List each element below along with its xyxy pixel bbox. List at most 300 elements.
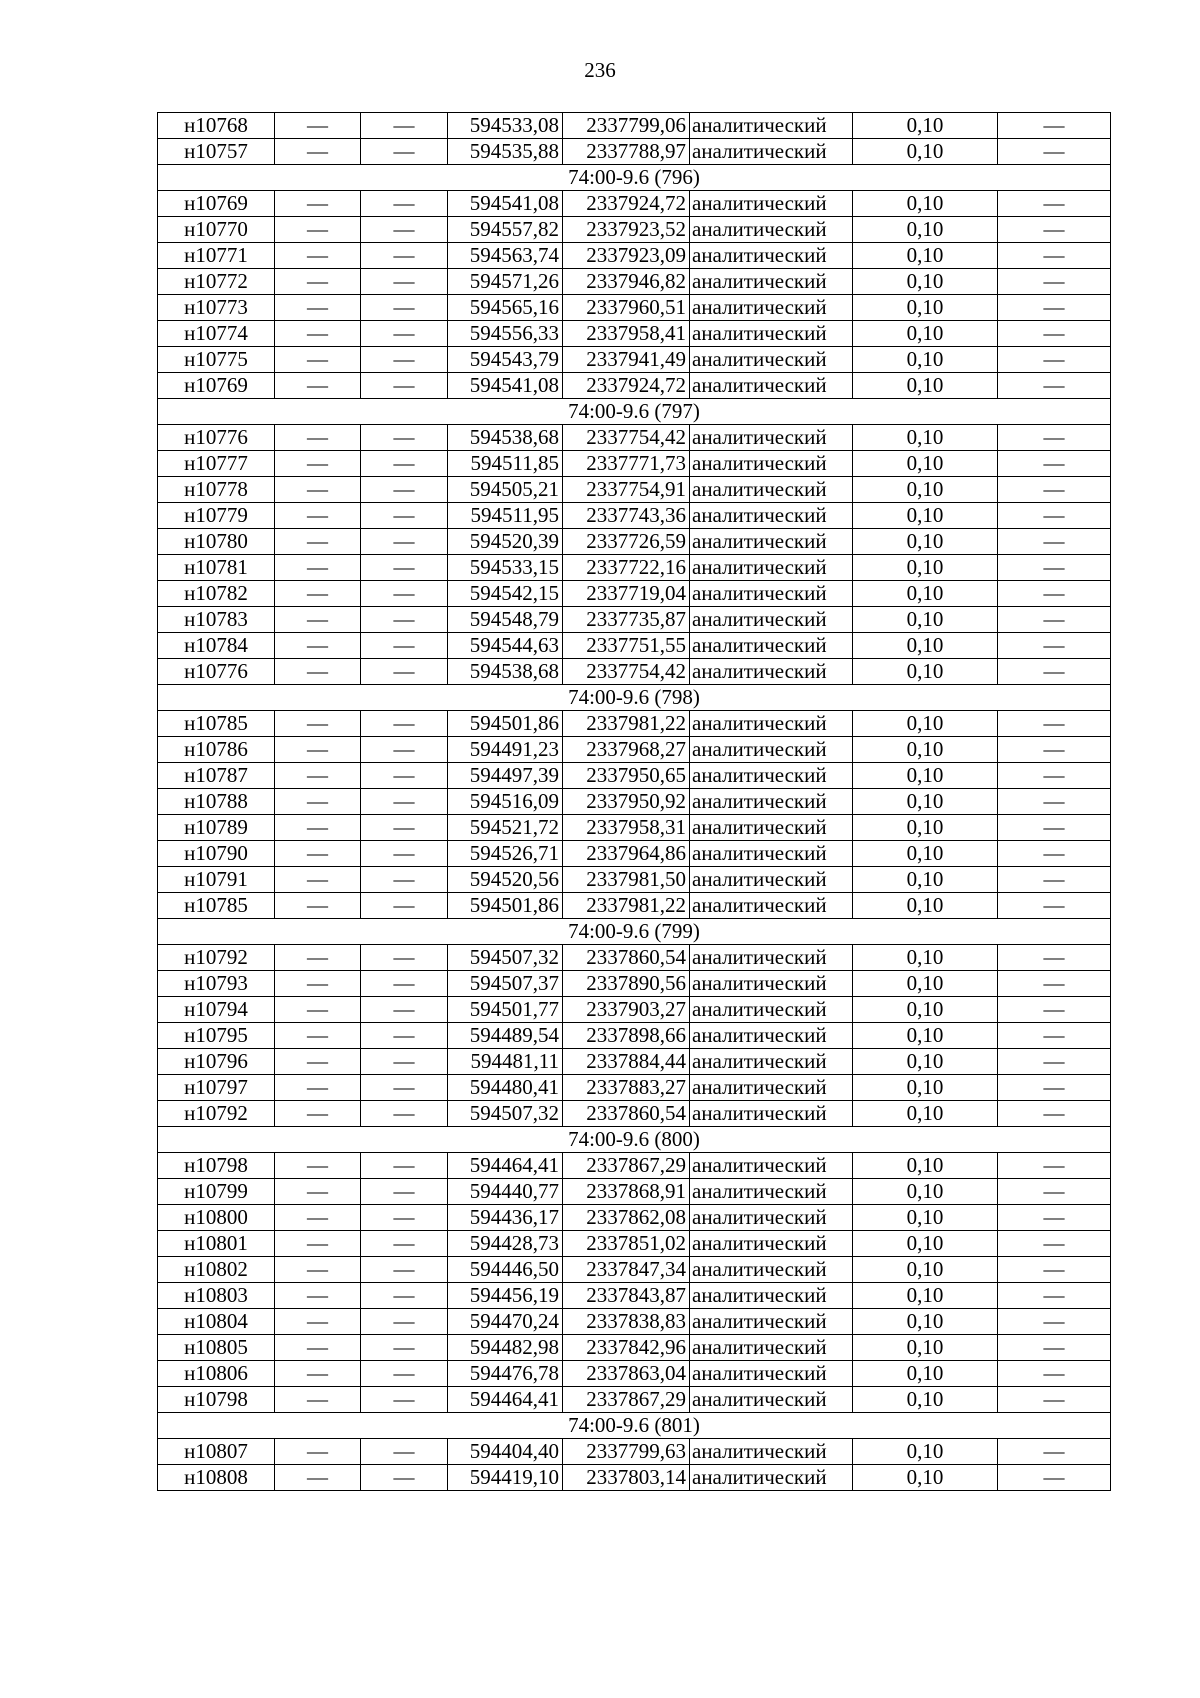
method-cell: аналитический [690, 503, 853, 529]
old-y-cell: — [361, 1179, 448, 1205]
y-coordinate-cell: 2337958,31 [563, 815, 690, 841]
old-x-cell: — [275, 789, 361, 815]
x-coordinate-cell: 594501,86 [448, 711, 563, 737]
old-x-cell: — [275, 1439, 361, 1465]
accuracy-cell: 0,10 [853, 659, 998, 685]
section-header-row [158, 919, 1111, 945]
description-cell: — [998, 555, 1111, 581]
y-coordinate-cell: 2337726,59 [563, 529, 690, 555]
point-name-cell: н10771 [158, 243, 275, 269]
accuracy-cell: 0,10 [853, 1361, 998, 1387]
x-coordinate-cell: 594538,68 [448, 425, 563, 451]
x-coordinate-cell: 594541,08 [448, 373, 563, 399]
table-row [158, 529, 1111, 555]
x-coordinate-cell: 594557,82 [448, 217, 563, 243]
method-cell: аналитический [690, 1023, 853, 1049]
old-x-cell: — [275, 295, 361, 321]
method-cell: аналитический [690, 1283, 853, 1309]
point-name-cell: н10787 [158, 763, 275, 789]
old-x-cell: — [275, 971, 361, 997]
method-cell: аналитический [690, 789, 853, 815]
description-cell: — [998, 1101, 1111, 1127]
description-cell: — [998, 971, 1111, 997]
old-y-cell: — [361, 1205, 448, 1231]
section-title: 74:00-9.6 (801) [158, 1413, 1111, 1439]
method-cell: аналитический [690, 893, 853, 919]
accuracy-cell: 0,10 [853, 1101, 998, 1127]
old-x-cell: — [275, 1153, 361, 1179]
y-coordinate-cell: 2337799,06 [563, 113, 690, 139]
x-coordinate-cell: 594538,68 [448, 659, 563, 685]
y-coordinate-cell: 2337788,97 [563, 139, 690, 165]
accuracy-cell: 0,10 [853, 269, 998, 295]
x-coordinate-cell: 594516,09 [448, 789, 563, 815]
point-name-cell: н10794 [158, 997, 275, 1023]
method-cell: аналитический [690, 1205, 853, 1231]
table-row [158, 113, 1111, 139]
accuracy-cell: 0,10 [853, 971, 998, 997]
x-coordinate-cell: 594480,41 [448, 1075, 563, 1101]
method-cell: аналитический [690, 867, 853, 893]
description-cell: — [998, 217, 1111, 243]
y-coordinate-cell: 2337847,34 [563, 1257, 690, 1283]
description-cell: — [998, 841, 1111, 867]
old-y-cell: — [361, 1309, 448, 1335]
point-name-cell: н10789 [158, 815, 275, 841]
point-name-cell: н10795 [158, 1023, 275, 1049]
old-y-cell: — [361, 139, 448, 165]
old-y-cell: — [361, 191, 448, 217]
table-row [158, 841, 1111, 867]
old-y-cell: — [361, 451, 448, 477]
accuracy-cell: 0,10 [853, 451, 998, 477]
point-name-cell: н10797 [158, 1075, 275, 1101]
y-coordinate-cell: 2337860,54 [563, 1101, 690, 1127]
table-row [158, 191, 1111, 217]
table-row [158, 1101, 1111, 1127]
old-y-cell: — [361, 1101, 448, 1127]
accuracy-cell: 0,10 [853, 1387, 998, 1413]
y-coordinate-cell: 2337842,96 [563, 1335, 690, 1361]
x-coordinate-cell: 594520,39 [448, 529, 563, 555]
accuracy-cell: 0,10 [853, 633, 998, 659]
y-coordinate-cell: 2337960,51 [563, 295, 690, 321]
old-y-cell: — [361, 1283, 448, 1309]
old-x-cell: — [275, 711, 361, 737]
method-cell: аналитический [690, 1049, 853, 1075]
method-cell: аналитический [690, 971, 853, 997]
point-name-cell: н10782 [158, 581, 275, 607]
y-coordinate-cell: 2337803,14 [563, 1465, 690, 1491]
description-cell: — [998, 789, 1111, 815]
method-cell: аналитический [690, 243, 853, 269]
accuracy-cell: 0,10 [853, 1023, 998, 1049]
y-coordinate-cell: 2337751,55 [563, 633, 690, 659]
table-row [158, 711, 1111, 737]
old-y-cell: — [361, 321, 448, 347]
point-name-cell: н10800 [158, 1205, 275, 1231]
old-x-cell: — [275, 633, 361, 659]
table-row [158, 269, 1111, 295]
x-coordinate-cell: 594404,40 [448, 1439, 563, 1465]
x-coordinate-cell: 594543,79 [448, 347, 563, 373]
description-cell: — [998, 295, 1111, 321]
old-x-cell: — [275, 477, 361, 503]
description-cell: — [998, 1179, 1111, 1205]
old-x-cell: — [275, 321, 361, 347]
x-coordinate-cell: 594456,19 [448, 1283, 563, 1309]
description-cell: — [998, 1361, 1111, 1387]
method-cell: аналитический [690, 633, 853, 659]
description-cell: — [998, 1049, 1111, 1075]
description-cell: — [998, 737, 1111, 763]
old-x-cell: — [275, 815, 361, 841]
y-coordinate-cell: 2337838,83 [563, 1309, 690, 1335]
old-x-cell: — [275, 243, 361, 269]
table-row [158, 1309, 1111, 1335]
old-x-cell: — [275, 217, 361, 243]
old-x-cell: — [275, 737, 361, 763]
method-cell: аналитический [690, 1231, 853, 1257]
y-coordinate-cell: 2337923,09 [563, 243, 690, 269]
accuracy-cell: 0,10 [853, 867, 998, 893]
old-y-cell: — [361, 763, 448, 789]
y-coordinate-cell: 2337754,42 [563, 425, 690, 451]
x-coordinate-cell: 594497,39 [448, 763, 563, 789]
accuracy-cell: 0,10 [853, 815, 998, 841]
old-y-cell: — [361, 815, 448, 841]
point-name-cell: н10773 [158, 295, 275, 321]
description-cell: — [998, 945, 1111, 971]
x-coordinate-cell: 594470,24 [448, 1309, 563, 1335]
method-cell: аналитический [690, 945, 853, 971]
table-row [158, 1387, 1111, 1413]
y-coordinate-cell: 2337884,44 [563, 1049, 690, 1075]
table-row [158, 217, 1111, 243]
accuracy-cell: 0,10 [853, 1153, 998, 1179]
point-name-cell: н10784 [158, 633, 275, 659]
point-name-cell: н10804 [158, 1309, 275, 1335]
old-x-cell: — [275, 503, 361, 529]
y-coordinate-cell: 2337924,72 [563, 191, 690, 217]
point-name-cell: н10780 [158, 529, 275, 555]
point-name-cell: н10801 [158, 1231, 275, 1257]
accuracy-cell: 0,10 [853, 1283, 998, 1309]
description-cell: — [998, 425, 1111, 451]
accuracy-cell: 0,10 [853, 555, 998, 581]
description-cell: — [998, 1387, 1111, 1413]
old-y-cell: — [361, 1439, 448, 1465]
method-cell: аналитический [690, 581, 853, 607]
description-cell: — [998, 659, 1111, 685]
y-coordinate-cell: 2337743,36 [563, 503, 690, 529]
table-row [158, 451, 1111, 477]
x-coordinate-cell: 594446,50 [448, 1257, 563, 1283]
y-coordinate-cell: 2337968,27 [563, 737, 690, 763]
table-row [158, 659, 1111, 685]
table-row [158, 867, 1111, 893]
y-coordinate-cell: 2337981,22 [563, 893, 690, 919]
method-cell: аналитический [690, 1335, 853, 1361]
table-row [158, 425, 1111, 451]
old-y-cell: — [361, 581, 448, 607]
description-cell: — [998, 1257, 1111, 1283]
old-x-cell: — [275, 997, 361, 1023]
point-name-cell: н10772 [158, 269, 275, 295]
x-coordinate-cell: 594501,86 [448, 893, 563, 919]
description-cell: — [998, 1283, 1111, 1309]
old-x-cell: — [275, 581, 361, 607]
old-y-cell: — [361, 997, 448, 1023]
accuracy-cell: 0,10 [853, 373, 998, 399]
table-row [158, 815, 1111, 841]
method-cell: аналитический [690, 217, 853, 243]
x-coordinate-cell: 594533,08 [448, 113, 563, 139]
point-name-cell: н10778 [158, 477, 275, 503]
x-coordinate-cell: 594507,37 [448, 971, 563, 997]
section-title: 74:00-9.6 (799) [158, 919, 1111, 945]
x-coordinate-cell: 594464,41 [448, 1153, 563, 1179]
old-x-cell: — [275, 841, 361, 867]
table-row [158, 1179, 1111, 1205]
point-name-cell: н10792 [158, 1101, 275, 1127]
old-y-cell: — [361, 1335, 448, 1361]
point-name-cell: н10769 [158, 373, 275, 399]
y-coordinate-cell: 2337867,29 [563, 1153, 690, 1179]
description-cell: — [998, 243, 1111, 269]
y-coordinate-cell: 2337903,27 [563, 997, 690, 1023]
point-name-cell: н10798 [158, 1387, 275, 1413]
old-y-cell: — [361, 113, 448, 139]
table-row [158, 1049, 1111, 1075]
y-coordinate-cell: 2337754,91 [563, 477, 690, 503]
table-row [158, 1439, 1111, 1465]
y-coordinate-cell: 2337851,02 [563, 1231, 690, 1257]
table-row [158, 607, 1111, 633]
table-row [158, 997, 1111, 1023]
x-coordinate-cell: 594520,56 [448, 867, 563, 893]
old-y-cell: — [361, 295, 448, 321]
x-coordinate-cell: 594511,85 [448, 451, 563, 477]
old-x-cell: — [275, 425, 361, 451]
table-row [158, 763, 1111, 789]
old-y-cell: — [361, 243, 448, 269]
accuracy-cell: 0,10 [853, 347, 998, 373]
old-x-cell: — [275, 893, 361, 919]
point-name-cell: н10807 [158, 1439, 275, 1465]
table-row [158, 1153, 1111, 1179]
y-coordinate-cell: 2337863,04 [563, 1361, 690, 1387]
old-y-cell: — [361, 529, 448, 555]
old-y-cell: — [361, 737, 448, 763]
accuracy-cell: 0,10 [853, 607, 998, 633]
method-cell: аналитический [690, 737, 853, 763]
table-row [158, 945, 1111, 971]
description-cell: — [998, 1439, 1111, 1465]
description-cell: — [998, 1075, 1111, 1101]
description-cell: — [998, 373, 1111, 399]
method-cell: аналитический [690, 1439, 853, 1465]
old-y-cell: — [361, 425, 448, 451]
accuracy-cell: 0,10 [853, 321, 998, 347]
x-coordinate-cell: 594563,74 [448, 243, 563, 269]
x-coordinate-cell: 594507,32 [448, 945, 563, 971]
section-title: 74:00-9.6 (797) [158, 399, 1111, 425]
point-name-cell: н10776 [158, 425, 275, 451]
description-cell: — [998, 815, 1111, 841]
old-x-cell: — [275, 451, 361, 477]
table-row [158, 1257, 1111, 1283]
table-row [158, 1075, 1111, 1101]
accuracy-cell: 0,10 [853, 841, 998, 867]
method-cell: аналитический [690, 1153, 853, 1179]
y-coordinate-cell: 2337898,66 [563, 1023, 690, 1049]
description-cell: — [998, 1309, 1111, 1335]
x-coordinate-cell: 594548,79 [448, 607, 563, 633]
method-cell: аналитический [690, 1075, 853, 1101]
method-cell: аналитический [690, 425, 853, 451]
method-cell: аналитический [690, 451, 853, 477]
description-cell: — [998, 1023, 1111, 1049]
x-coordinate-cell: 594436,17 [448, 1205, 563, 1231]
old-x-cell: — [275, 1049, 361, 1075]
section-title: 74:00-9.6 (796) [158, 165, 1111, 191]
old-x-cell: — [275, 1361, 361, 1387]
method-cell: аналитический [690, 555, 853, 581]
point-name-cell: н10781 [158, 555, 275, 581]
x-coordinate-cell: 594541,08 [448, 191, 563, 217]
accuracy-cell: 0,10 [853, 789, 998, 815]
point-name-cell: н10791 [158, 867, 275, 893]
x-coordinate-cell: 594511,95 [448, 503, 563, 529]
table-row [158, 1335, 1111, 1361]
point-name-cell: н10805 [158, 1335, 275, 1361]
accuracy-cell: 0,10 [853, 113, 998, 139]
point-name-cell: н10757 [158, 139, 275, 165]
point-name-cell: н10790 [158, 841, 275, 867]
y-coordinate-cell: 2337860,54 [563, 945, 690, 971]
old-y-cell: — [361, 1465, 448, 1491]
method-cell: аналитический [690, 815, 853, 841]
point-name-cell: н10806 [158, 1361, 275, 1387]
point-name-cell: н10776 [158, 659, 275, 685]
y-coordinate-cell: 2337843,87 [563, 1283, 690, 1309]
x-coordinate-cell: 594440,77 [448, 1179, 563, 1205]
description-cell: — [998, 347, 1111, 373]
table-row [158, 1361, 1111, 1387]
old-y-cell: — [361, 971, 448, 997]
point-name-cell: н10785 [158, 711, 275, 737]
accuracy-cell: 0,10 [853, 1049, 998, 1075]
accuracy-cell: 0,10 [853, 1439, 998, 1465]
point-name-cell: н10785 [158, 893, 275, 919]
x-coordinate-cell: 594505,21 [448, 477, 563, 503]
table-row [158, 321, 1111, 347]
accuracy-cell: 0,10 [853, 945, 998, 971]
method-cell: аналитический [690, 659, 853, 685]
table-row [158, 295, 1111, 321]
y-coordinate-cell: 2337771,73 [563, 451, 690, 477]
old-x-cell: — [275, 1283, 361, 1309]
old-y-cell: — [361, 1049, 448, 1075]
old-x-cell: — [275, 1309, 361, 1335]
accuracy-cell: 0,10 [853, 1257, 998, 1283]
point-name-cell: н10770 [158, 217, 275, 243]
accuracy-cell: 0,10 [853, 243, 998, 269]
method-cell: аналитический [690, 1465, 853, 1491]
description-cell: — [998, 529, 1111, 555]
old-y-cell: — [361, 1153, 448, 1179]
y-coordinate-cell: 2337719,04 [563, 581, 690, 607]
method-cell: аналитический [690, 347, 853, 373]
old-y-cell: — [361, 1257, 448, 1283]
y-coordinate-cell: 2337958,41 [563, 321, 690, 347]
old-y-cell: — [361, 373, 448, 399]
y-coordinate-cell: 2337964,86 [563, 841, 690, 867]
point-name-cell: н10774 [158, 321, 275, 347]
y-coordinate-cell: 2337754,42 [563, 659, 690, 685]
x-coordinate-cell: 594542,15 [448, 581, 563, 607]
x-coordinate-cell: 594556,33 [448, 321, 563, 347]
x-coordinate-cell: 594533,15 [448, 555, 563, 581]
section-header-row [158, 399, 1111, 425]
x-coordinate-cell: 594521,72 [448, 815, 563, 841]
description-cell: — [998, 867, 1111, 893]
description-cell: — [998, 893, 1111, 919]
old-y-cell: — [361, 711, 448, 737]
method-cell: аналитический [690, 711, 853, 737]
old-x-cell: — [275, 1023, 361, 1049]
table-row [158, 581, 1111, 607]
y-coordinate-cell: 2337924,72 [563, 373, 690, 399]
description-cell: — [998, 1205, 1111, 1231]
description-cell: — [998, 451, 1111, 477]
point-name-cell: н10768 [158, 113, 275, 139]
section-title: 74:00-9.6 (800) [158, 1127, 1111, 1153]
old-y-cell: — [361, 1387, 448, 1413]
method-cell: аналитический [690, 1361, 853, 1387]
old-x-cell: — [275, 1335, 361, 1361]
section-header-row [158, 685, 1111, 711]
description-cell: — [998, 191, 1111, 217]
x-coordinate-cell: 594489,54 [448, 1023, 563, 1049]
x-coordinate-cell: 594491,23 [448, 737, 563, 763]
point-name-cell: н10802 [158, 1257, 275, 1283]
point-name-cell: н10798 [158, 1153, 275, 1179]
point-name-cell: н10783 [158, 607, 275, 633]
old-y-cell: — [361, 633, 448, 659]
method-cell: аналитический [690, 997, 853, 1023]
accuracy-cell: 0,10 [853, 425, 998, 451]
accuracy-cell: 0,10 [853, 139, 998, 165]
accuracy-cell: 0,10 [853, 1075, 998, 1101]
method-cell: аналитический [690, 763, 853, 789]
description-cell: — [998, 113, 1111, 139]
y-coordinate-cell: 2337890,56 [563, 971, 690, 997]
table-row [158, 347, 1111, 373]
x-coordinate-cell: 594481,11 [448, 1049, 563, 1075]
description-cell: — [998, 607, 1111, 633]
x-coordinate-cell: 594501,77 [448, 997, 563, 1023]
old-y-cell: — [361, 269, 448, 295]
old-x-cell: — [275, 1257, 361, 1283]
description-cell: — [998, 763, 1111, 789]
point-name-cell: н10769 [158, 191, 275, 217]
section-header-row [158, 165, 1111, 191]
accuracy-cell: 0,10 [853, 217, 998, 243]
section-header-row [158, 1127, 1111, 1153]
old-y-cell: — [361, 1075, 448, 1101]
